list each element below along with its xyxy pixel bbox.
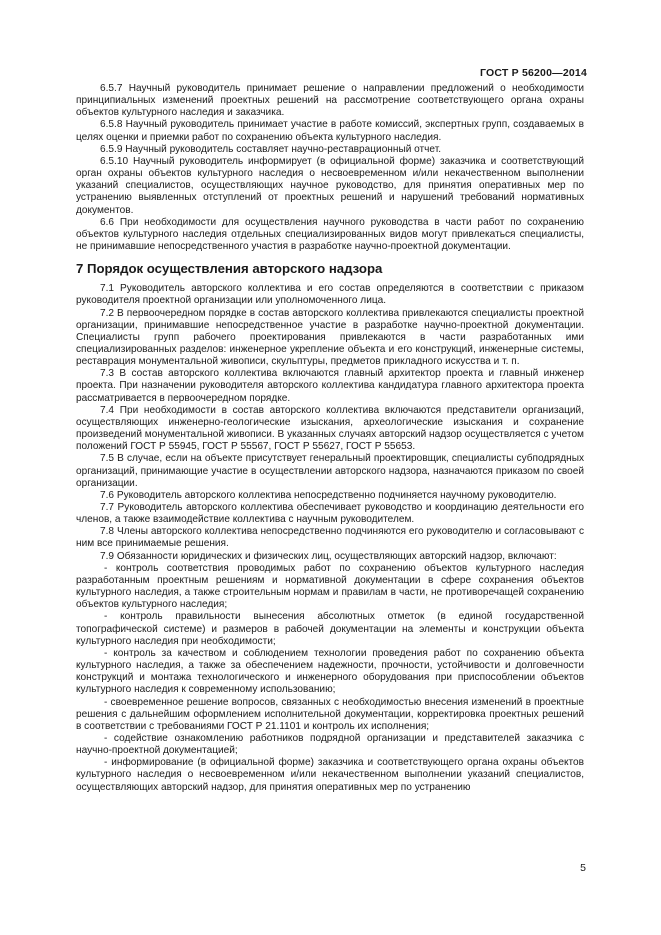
paragraph-6-5-7: 6.5.7 Научный руководитель принимает решение о направлении предложений о необходимости принципиальных изменений проектных решений на рассмотрение соответствующего органа охраны объектов культурного наследия и заказчика. xyxy=(76,83,584,119)
paragraph-6-5-9: 6.5.9 Научный руководитель составляет научно-реставрационный отчет. xyxy=(100,143,442,155)
paragraph-7-5: 7.5 В случае, если на объекте присутствует генеральный проектировщик, специалисты субподрядных организаций, принимающие участие в осуществлении авторского надзора, назначаются приказом по своей организации. xyxy=(76,453,584,489)
document-body xyxy=(76,83,584,794)
page-number: 5 xyxy=(580,862,586,874)
paragraph-7-4: 7.4 При необходимости в состав авторского коллектива включаются представители организаций, осуществляющих инженерно-геологические изыскания, археологические изыскания и сохранение произведений монументальной живописи. В указанных случаях авторский надзор осуществляется с учетом положений ГОСТ Р 55945, ГОСТ Р 55567, ГОСТ Р 55627, ГОСТ Р 55653. xyxy=(76,404,584,453)
list-item: - контроль соответствия проводимых работ по сохранению объектов культурного наследия разработанным проектным решениям и нормативной документации в сфере сохранения объектов культурного наследия, а также строительным нормам и правилам в части, не противоречащей сохранению объектов культурного наследия; xyxy=(76,562,584,611)
paragraph-7-1: 7.1 Руководитель авторского коллектива и его состав определяются в соответствии с приказом руководителя проектной организации или уполномоченного лица. xyxy=(76,283,584,307)
paragraph-7-7: 7.7 Руководитель авторского коллектива обеспечивает руководство и координацию деятельности его членов, а также взаимодействие коллектива с научным руководителем. xyxy=(76,502,584,526)
list-item: - контроль за качеством и соблюдением технологии проведения работ по сохранению объекта культурного наследия, а также за обеспечением надежности, прочности, устойчивости и долговечности конструкций и монтажа технологического и инженерного оборудования при приспособлении объектов культурного наследия к современному использованию; xyxy=(76,647,584,696)
paragraph-7-3: 7.3 В состав авторского коллектива включаются главный архитектор проекта и главный инженер проекта. При назначении руководителя авторского коллектива кандидатура главного архитектора проекта рассматривается в первоочередном порядке. xyxy=(76,368,584,404)
list-item: - своевременное решение вопросов, связанных с необходимостью внесения изменений в проектные решения с дальнейшим оформлением исполнительной документации, корректировка проектных решений в соответствии с требованиями ГОСТ Р 21.1101 и контроль их исполнения; xyxy=(76,696,584,732)
document-code-header: ГОСТ Р 56200—2014 xyxy=(479,67,587,79)
paragraph-6-5-10: 6.5.10 Научный руководитель информирует (в официальной форме) заказчика и соответствующий орган охраны объектов культурного наследия о несвоевременном и/или некачественном выполнении указаний специалистов, осуществляющих научное руководство, для принятия оперативных мер по устранению выявленных отступлений от проектных решений и нарушений требований нормативных документов. xyxy=(76,155,584,216)
paragraph-7-9: 7.9 Обязанности юридических и физических лиц, осуществляющих авторский надзор, включают: xyxy=(100,550,557,562)
paragraph-7-8: 7.8 Члены авторского коллектива непосредственно подчиняются его руководителю и согласовывают с ним все принимаемые решения. xyxy=(76,526,584,550)
list-item: - содействие ознакомлению работников подрядной организации и представителей заказчика с научно-проектной документацией; xyxy=(76,732,584,757)
list-item: - контроль правильности вынесения абсолютных отметок (в единой государственной топографической системе) и размеров в рабочей документации на элементы и конструкции объекта культурного наследия при необходимости; xyxy=(76,611,584,647)
section-7-heading: 7 Порядок осуществления авторского надзора xyxy=(76,261,383,277)
paragraph-7-2: 7.2 В первоочередном порядке в состав авторского коллектива привлекаются специалисты проектной организации, принимавшие непосредственное участие в разработке научно-проектной документации. Специалисты групп рабочего проектирования привлекаются в части разработанных ими специализированных разделов: инженерное укрепление объекта и его конструкций, инженерные системы, реставрация монументальной живописи, скульптуры, предметов прикладного искусства и т. п. xyxy=(76,307,584,368)
paragraph-6-5-8: 6.5.8 Научный руководитель принимает участие в работе комиссий, экспертных групп, создаваемых в целях оценки и приемки работ по сохранению объекта культурного наследия. xyxy=(76,119,584,143)
list-item: - информирование (в официальной форме) заказчика и соответствующего органа охраны объектов культурного наследия о несвоевременном и/или некачественном выполнении указаний специалистов, осуществляющих авторский надзор, для принятия оперативных мер по устранению xyxy=(76,757,584,793)
paragraph-7-6: 7.6 Руководитель авторского коллектива непосредственно подчиняется научному руководителю. xyxy=(100,489,557,501)
paragraph-6-6: 6.6 При необходимости для осуществления научного руководства в части работ по сохранению объектов культурного наследия отдельных специализированных видов могут привлекаться специалисты, не принимавшие непосредственного участия в разработке научно-проектной документации. xyxy=(76,216,584,253)
